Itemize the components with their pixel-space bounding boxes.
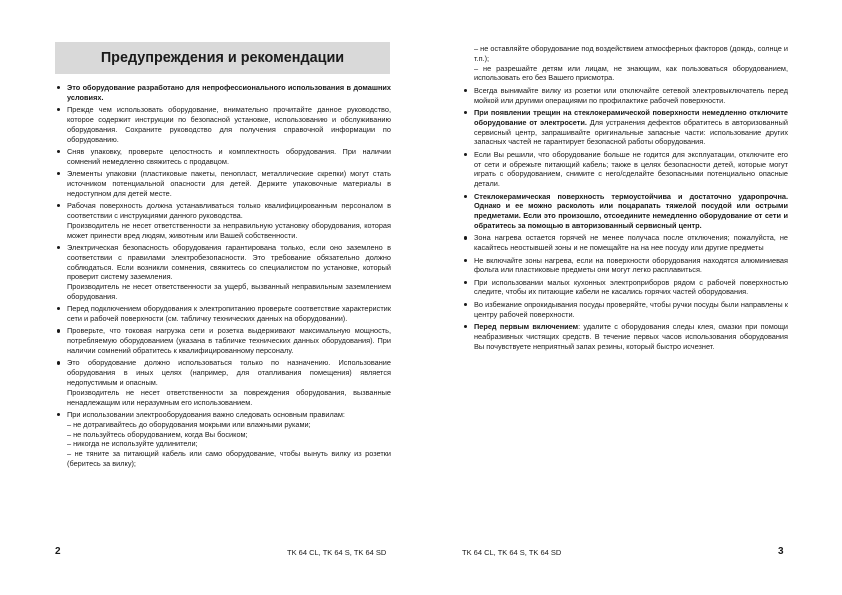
- warning-item: [55, 326, 391, 355]
- warning-item: [462, 150, 788, 189]
- right-column: [462, 44, 788, 354]
- warning-item: [55, 105, 391, 144]
- warning-text: Производитель не несет ответственности за повреждения оборудования, вызванные ненадлежащим или неразумным его использованием.: [67, 387, 391, 407]
- warning-text: – не тяните за питающий кабель или само оборудование, чтобы вынуть вилку из розетки (беритесь за вилку);: [67, 449, 391, 469]
- warning-item: [55, 169, 391, 198]
- warning-item: [462, 278, 788, 298]
- warning-item: [462, 233, 788, 253]
- warning-text: Рабочая поверхность должна устанавливаться только квалифицированным персоналом в соответствии с инструкциями данного руководства.: [67, 201, 391, 220]
- warning-text: Перед подключением оборудования к электропитанию проверьте соответствие характеристик сети и рабочей поверхности (см. табличку технических данных на оборудовании).: [67, 304, 391, 324]
- warning-text: Не включайте зоны нагрева, если на поверхности оборудования находятся алюминиевая фольга или пластиковые предметы они могут легко расплавиться.: [474, 255, 788, 275]
- warning-text: Это оборудование должно использоваться только по назначению. Использование оборудования в иных целях (например, для отапливания помещения) является недопустимым и опасным.: [67, 358, 391, 388]
- warning-text: Проверьте, что токовая нагрузка сети и розетка выдерживают максимальную мощность, потребляемую оборудованием (указана в табличке технических данных оборудования). При наличии сомнений обратитесь к квалифицированному персоналу.: [67, 326, 391, 356]
- warning-text: Для устранения дефектов обратитесь в авторизованный сервисный центр, запрашивайте оригинальные запасные части: использование других запасных частей не гарантирует безопасной работы оборудования.: [474, 117, 788, 147]
- warning-text: – никогда не используйте удлинители;: [67, 439, 198, 449]
- bullet-icon: [57, 204, 60, 207]
- warning-text: : удалите с оборудования следы клея, смазки при помощи неабразивных чистящих средств. В течение первых часов использования оборудования Вы почувствуете неприятный запах резины, который быстро исчезнет.: [474, 322, 788, 351]
- bullet-icon: [57, 361, 60, 364]
- bullet-icon: [464, 111, 467, 114]
- bullet-icon: [57, 172, 60, 175]
- warnings-list-right: [462, 86, 788, 352]
- warning-text: Перед первым включением: [474, 322, 579, 332]
- warning-item: [462, 300, 788, 320]
- warning-item: [55, 147, 391, 167]
- bullet-icon: [57, 108, 60, 111]
- continuation-line-1: – не оставляйте оборудование под воздействием атмосферных факторов (дождь, солнце и т.п.);: [474, 44, 788, 63]
- warning-text: Если Вы решили, что оборудование больше не годится для эксплуатации, отключите его от сети и обрежьте питающий кабель; также в целях безопасности детей, которые могут играть с оборудованием, снимите с него/сделайте безопасными потенциально опасные детали.: [474, 149, 788, 189]
- warning-text: При использовании электрооборудования важно следовать основным правилам:: [67, 410, 345, 420]
- warning-item: [55, 243, 391, 302]
- bullet-icon: [464, 195, 467, 198]
- warning-item: [55, 83, 391, 103]
- warning-text: Зона нагрева остается горячей не менее получаса после отключения; пожалуйста, не касайтесь неостывшей зоны и не помещайте на на нее посуду или другие предметы: [474, 233, 788, 253]
- warning-item: [462, 256, 788, 276]
- warning-text: Во избежание опрокидывания посуды проверяйте, чтобы ручки посуды были направлены к центру рабочей поверхности.: [474, 299, 788, 319]
- bullet-icon: [57, 150, 60, 153]
- bullet-icon: [57, 86, 60, 89]
- bullet-icon: [57, 307, 60, 310]
- warning-text: Электрическая безопасность оборудования гарантирована только, если оно заземлено в соответствии с правилами электробезопасности. Это требование обязательно должно соблюдаться. Если возникли сомнения, свяжитесь со специалистом по установке, который проверит систему заземления.: [67, 242, 391, 282]
- warning-item: [462, 192, 788, 231]
- warning-text: Стеклокерамическая поверхность термоустойчива и достаточно ударопрочна. Однако и ее можно расколоть или поцарапать тяжелой посудой или острыми предметами. Если это произошло, отсоедините немедленно оборудование от сети и обратитесь за помощью в авторизованный сервисный центр.: [474, 191, 788, 230]
- bullet-icon: [464, 89, 467, 92]
- bullet-icon: [464, 259, 467, 262]
- warning-item: [55, 304, 391, 324]
- bullet-icon: [464, 236, 467, 239]
- warning-item: [55, 358, 391, 407]
- footer-model-right: TK 64 CL, TK 64 S, TK 64 SD: [462, 548, 562, 557]
- bullet-icon: [57, 329, 60, 332]
- continuation-line-2: – не разрешайте детям или лицам, не знающим, как пользоваться оборудованием, использовать его без Вашего присмотра.: [474, 63, 788, 83]
- bullet-icon: [57, 413, 60, 416]
- bullet-icon: [464, 153, 467, 156]
- warning-text: При появлении трещин на стеклокерамической поверхности немедленно отключите оборудование от электросети.: [474, 107, 788, 127]
- warning-text: – не пользуйтесь оборудованием, когда Вы босиком;: [67, 429, 248, 439]
- warning-item: [462, 108, 788, 147]
- warning-item: [462, 322, 788, 351]
- warning-item: [55, 410, 391, 469]
- bullet-icon: [464, 281, 467, 284]
- warning-text: При использовании малых кухонных электроприборов рядом с рабочей поверхностью следите, чтобы их питающие кабели не касались горячих частей оборудования.: [474, 277, 788, 297]
- left-column: [55, 83, 391, 471]
- bullet-icon: [57, 246, 60, 249]
- warning-item: [462, 86, 788, 106]
- page-number-left: 2: [55, 546, 61, 557]
- page-title: Предупреждения и рекомендации: [55, 42, 390, 74]
- footer-model-left: TK 64 CL, TK 64 S, TK 64 SD: [287, 548, 387, 557]
- warning-text: Прежде чем использовать оборудование, внимательно прочитайте данное руководство, которое содержит инструкции по безопасной установке, использованию и обслуживанию оборудования. Сохраните руководство для получения справочной информации по оборудованию.: [67, 105, 391, 144]
- warnings-list-left: [55, 83, 391, 469]
- bullet-icon: [464, 303, 467, 306]
- warning-text: Это оборудование разработано для непрофессионального использования в домашних условиях.: [67, 83, 391, 102]
- warning-text: Производитель не несет ответственности за ущерб, вызванный неправильным заземлением оборудования.: [67, 282, 391, 301]
- bullet-icon: [464, 325, 467, 328]
- page-number-right: 3: [778, 546, 784, 557]
- warning-text: – не дотрагивайтесь до оборудования мокрыми или влажными руками;: [67, 419, 311, 429]
- warning-text: Элементы упаковки (пластиковые пакеты, пенопласт, металлические скрепки) могут стать источником потенциальной опасности для детей. Держите упаковочные материалы в недоступном для детей месте.: [67, 169, 391, 198]
- warning-text: Сняв упаковку, проверьте целостность и комплектность оборудования. При наличии сомнений немедленно свяжитесь с продавцом.: [67, 146, 391, 166]
- warning-text: Всегда вынимайте вилку из розетки или отключайте сетевой электровыключатель перед мойкой или другими операциями по профилактике рабочей поверхности.: [474, 85, 788, 105]
- warning-item: [55, 201, 391, 240]
- warning-text: Производитель не несет ответственности за неправильную установку оборудования, которая может принести вред людям, животным или Вашей собственности.: [67, 220, 391, 240]
